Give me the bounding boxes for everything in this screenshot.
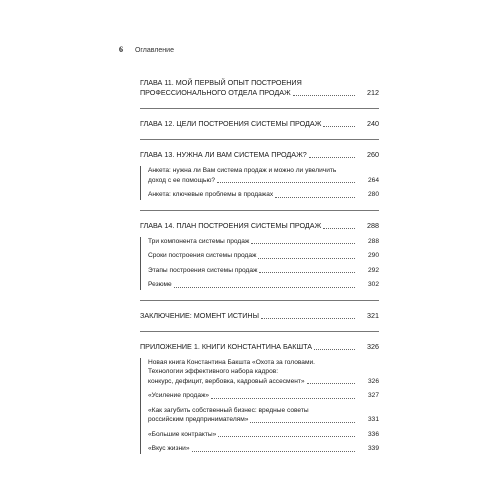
- section-divider: [140, 108, 379, 109]
- entry-last-line: [148, 237, 357, 247]
- chapter-entry[interactable]: [140, 221, 379, 231]
- entry-title-line: ГЛАВА 12. ЦЕЛИ ПОСТРОЕНИЯ СИСТЕМЫ ПРОДАЖ: [140, 119, 322, 128]
- page-ref: 326: [367, 377, 379, 385]
- page-ref: 331: [367, 416, 379, 423]
- toc-section: [140, 342, 379, 454]
- entry-title-line: Этапы построения системы продаж: [148, 266, 258, 274]
- entry-last-line: [140, 150, 357, 160]
- entry-title-line: конкурс, дефицит, вербовка, кадровый ассесмент»: [148, 377, 305, 385]
- entry-title-line: Анкета: ключевые проблемы в продажах: [148, 191, 274, 198]
- page-ref: 321: [367, 310, 379, 320]
- dot-leader: [293, 95, 355, 96]
- section-divider: [140, 331, 379, 332]
- page-ref: 327: [367, 392, 379, 399]
- toc-section: [140, 221, 379, 290]
- page-ref: 290: [367, 252, 379, 259]
- entry-title-line: Резюме: [148, 281, 172, 288]
- subentry[interactable]: [148, 280, 379, 290]
- entry-title-line: «Вкус жизни»: [148, 445, 190, 452]
- entry-title-line: ПРОФЕССИОНАЛЬНОГО ОТДЕЛА ПРОДАЖ: [140, 88, 291, 97]
- entry-last-line: [148, 280, 357, 290]
- section-divider: [140, 139, 379, 140]
- dot-leader: [174, 287, 355, 288]
- subentry[interactable]: [148, 166, 379, 185]
- subentry[interactable]: [148, 251, 379, 261]
- entry-last-line: [148, 266, 357, 276]
- entry-last-line: [148, 176, 357, 186]
- entry-last-line: [140, 221, 357, 231]
- dot-leader: [217, 182, 355, 183]
- entry-title-line: «Усиление продаж»: [148, 392, 210, 399]
- entry-last-line: [148, 415, 357, 425]
- dot-leader: [258, 258, 355, 259]
- dot-leader: [323, 228, 355, 229]
- dot-leader: [323, 126, 355, 127]
- entry-title-line: Новая книга Константина Бакшта «Охота за головами.: [148, 358, 316, 366]
- dot-leader: [275, 197, 355, 198]
- dot-leader: [211, 398, 355, 399]
- subentry[interactable]: [148, 358, 379, 387]
- subentry-list: [140, 166, 379, 200]
- running-title: Оглавление: [134, 47, 174, 54]
- page-ref: 326: [367, 341, 379, 351]
- entry-title-line: «Как загубить собственный бизнес: вредные советы: [148, 406, 309, 414]
- page-ref: 288: [367, 237, 379, 245]
- entry-title-line: ЗАКЛЮЧЕНИЕ: МОМЕНТ ИСТИНЫ: [140, 310, 259, 320]
- entry-title-line: Сроки построения системы продаж: [148, 252, 257, 259]
- toc-section: [140, 119, 379, 129]
- entry-title-line: Анкета: нужна ли Вам система продаж и можно ли увеличить: [148, 167, 337, 174]
- entry-last-line: [140, 342, 357, 352]
- toc-section: [140, 78, 379, 98]
- entry-last-line: [148, 444, 357, 454]
- page-ref: 264: [367, 176, 379, 184]
- page-ref: 336: [367, 430, 379, 438]
- subentry-list: [140, 358, 379, 454]
- dot-leader: [307, 383, 355, 384]
- dot-leader: [250, 422, 355, 423]
- subentry-list: [140, 237, 379, 290]
- entry-last-line: [140, 88, 357, 98]
- chapter-entry[interactable]: [140, 342, 379, 352]
- entry-title-line: Технологии эффективного набора кадров:: [148, 368, 279, 375]
- entry-last-line: [148, 430, 357, 440]
- entry-title-line: «Большие контракты»: [148, 430, 217, 438]
- subentry[interactable]: [148, 237, 379, 247]
- chapter-entry[interactable]: [140, 78, 379, 98]
- entry-title-line: ГЛАВА 14. ПЛАН ПОСТРОЕНИЯ СИСТЕМЫ ПРОДАЖ: [140, 220, 322, 230]
- page-ref: 260: [367, 150, 379, 159]
- entry-title-line: доход с ее помощью?: [148, 176, 216, 184]
- subentry[interactable]: [148, 406, 379, 425]
- page-ref: 240: [367, 119, 379, 128]
- entry-title-line: ГЛАВА 11. МОЙ ПЕРВЫЙ ОПЫТ ПОСТРОЕНИЯ: [140, 78, 302, 87]
- entry-last-line: [148, 251, 357, 261]
- entry-title-line: российским предпринимателям»: [148, 416, 249, 423]
- page-ref: 292: [367, 266, 379, 274]
- page-ref: 280: [367, 191, 379, 198]
- toc-section: [140, 311, 379, 321]
- subentry[interactable]: [148, 190, 379, 200]
- dot-leader: [251, 243, 355, 244]
- chapter-entry[interactable]: [140, 311, 379, 321]
- chapter-entry[interactable]: [140, 119, 379, 129]
- chapter-entry[interactable]: [140, 150, 379, 160]
- section-divider: [140, 300, 379, 301]
- dot-leader: [309, 157, 355, 158]
- subentry[interactable]: [148, 266, 379, 276]
- entry-title-line: ПРИЛОЖЕНИЕ 1. КНИГИ КОНСТАНТИНА БАКШТА: [140, 341, 313, 351]
- page-header: [119, 45, 174, 54]
- page-ref: 288: [367, 220, 379, 230]
- subentry[interactable]: [148, 391, 379, 401]
- dot-leader: [192, 451, 356, 452]
- entry-last-line: [148, 190, 357, 200]
- section-divider: [140, 210, 379, 211]
- page-ref: 302: [367, 281, 379, 288]
- subentry[interactable]: [148, 430, 379, 440]
- dot-leader: [261, 318, 355, 319]
- table-of-contents: [140, 78, 379, 454]
- entry-last-line: [140, 119, 357, 129]
- dot-leader: [259, 272, 355, 273]
- dot-leader: [218, 436, 355, 437]
- toc-section: [140, 150, 379, 200]
- entry-title-line: Три компонента системы продаж: [148, 237, 250, 245]
- entry-last-line: [148, 391, 357, 401]
- entry-title-line: ГЛАВА 13. НУЖНА ЛИ ВАМ СИСТЕМА ПРОДАЖ?: [140, 150, 307, 159]
- entry-last-line: [148, 377, 357, 387]
- page-ref: 212: [367, 88, 379, 97]
- page-ref: 339: [367, 445, 379, 452]
- entry-last-line: [140, 311, 357, 321]
- subentry[interactable]: [148, 444, 379, 454]
- dot-leader: [314, 349, 355, 350]
- page-number: 6: [119, 45, 123, 54]
